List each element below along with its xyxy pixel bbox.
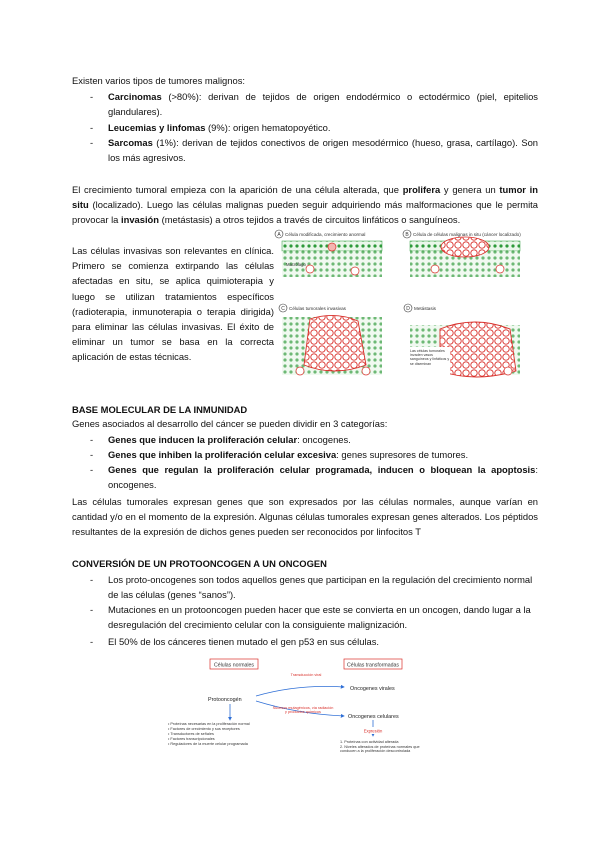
normal-functions-list [168,722,260,747]
conversion-item: - Mutaciones en un protooncogen pueden hacer que este se convierta en un oncogen, dando lugar a la desregulación del crecimiento celular con la consiguiente malignización. [90,604,531,630]
tumor-type-name: Leucemias y linfomas [108,122,206,133]
mutation-note: Sucesos mutagénicos, vía radiación y productos químicos [272,706,334,715]
list-item: • Factores de crecimiento y sus receptores [168,727,240,732]
oncogene-diagram [168,656,430,778]
normal-cells-label: Células normales [213,662,255,669]
marker-d-label: D [406,306,410,312]
list-item: • Proteínas necesarias en la proliferación normal [168,722,250,726]
conversion-item: - Los proto-oncogenes son todos aquellos genes que participan en la regulación del crecimiento normal de las células (genes “sanos”). [90,574,533,600]
transduction-label: Transducción viral [290,673,322,677]
marker-b-label: B [405,232,409,238]
panel-d-label: Metástasis [414,306,436,311]
growth-paragraph: El crecimiento tumoral empieza con la aparición de una célula alterada, que prolifera y genera un tumor in situ (localizado). Luego las células malignas pueden seguir adquiriendo más malformaciones que le permita provocar la invasión (metástasis) a otros tejidos a través de circuitos linfáticos o sanguíneos. [72,184,538,225]
gene-category-item: - Genes que inducen la proliferación celular: oncogenes. [90,434,351,445]
immunity-paragraph: Las células tumorales expresan genes que son expresados por las células normales, aunque varían en cantidad y/o en el momento de la expresión. Algunas células tumorales expresan genes alterados. Los péptidos resultantes de la expresión de dichos genes pueden ser reconocidos por linfocitos T [72,496,538,537]
metastasis-note: Las células tumorales invaden vasos sanguíneos y linfáticos y se diseminan [410,349,450,366]
panel-b-label: Célula de células malignas in situ (cáncer localizado) [413,232,521,237]
expression-label: Expresión [363,728,383,734]
viral-oncogenes-label: Oncogenes virales [350,686,395,692]
section-title-immunity: BASE MOLECULAR DE LA INMUNIDAD [72,404,248,415]
tumor-progression-figure [270,225,540,383]
gene-category-item: - Genes que inhiben la proliferación celular excesiva: genes supresores de tumores. [90,449,469,460]
list-item: • Reguladores de la muerte celular programada [168,742,248,747]
panel-a-label: Célula modificada, crecimiento anormal [285,232,366,237]
gene-category-item: - Genes que regulan la proliferación celular programada, inducen o bloquean la apoptosis: oncogenes. [90,464,538,490]
list-item: 1. Proteínas con actividad alterada [340,740,399,744]
panel-c-label: Células tumorales invasivas [289,306,346,311]
tumor-type-item: - Sarcomas (1%): derivan de tejidos conectivos de origen mesodérmico (hueso, grasa, cartílago). Son los más agresivos. [90,137,538,163]
tumor-type-name: Sarcomas [108,137,153,148]
marker-c-label: C [281,306,285,312]
tumor-type-desc: (9%): origen hematopoyético. [205,122,331,133]
tumor-type-name: Carcinomas [108,91,162,102]
section-title-conversion: CONVERSIÓN DE UN PROTOONCOGEN A UN ONCOGEN [72,558,327,569]
transformed-effects-list [340,740,430,754]
list-item: • Transductores de señales [168,732,214,737]
marker-a-label: A [277,232,281,238]
list-item: 2. Niveles alterados de proteínas normales que conducen a la proliferación descontrolada [340,744,420,754]
cellular-oncogenes-label: Oncogenes celulares [348,714,399,720]
tumor-type-desc: (>80%): derivan de tejidos de origen endodérmico o ectodérmico (piel, epitelios glandulares). [108,91,538,117]
list-item: • Factores transcripcionales [168,737,215,742]
protooncogen-label: Protooncogén [208,697,242,703]
invasive-paragraph: Las células invasivas son relevantes en clínica. Primero se comienza extirpando las células afectadas en situ, se aplica quimioterapia y luego se utilizan tratamientos específicos (radioterapia, inmunoterapia o terapia dirigida) para eliminar las células invasivas. El éxito de eliminar un tumor se basa en la correcta aplicación de estas técnicas. [72,245,274,363]
intro-text: Existen varios tipos de tumores malignos: [72,75,245,86]
conversion-item: - El 50% de los cánceres tienen mutado el gen p53 en sus células. [90,636,380,647]
transformed-cells-label: Células transformadas [347,662,399,669]
tumor-type-desc: (1%): derivan de tejidos conectivos de origen mesodérmico (hueso, grasa, cartílago). Son los más agresivos. [108,137,538,163]
macrophage-note: Macrófago [286,262,306,267]
tumor-type-item: - Leucemias y linfomas (9%): origen hematopoyético. [90,122,331,133]
immunity-intro: Genes asociados al desarrollo del cáncer se pueden dividir en 3 categorías: [72,418,388,429]
tumor-type-item: - Carcinomas (>80%): derivan de tejidos de origen endodérmico o ectodérmico (piel, epitelios glandulares). [90,91,538,117]
